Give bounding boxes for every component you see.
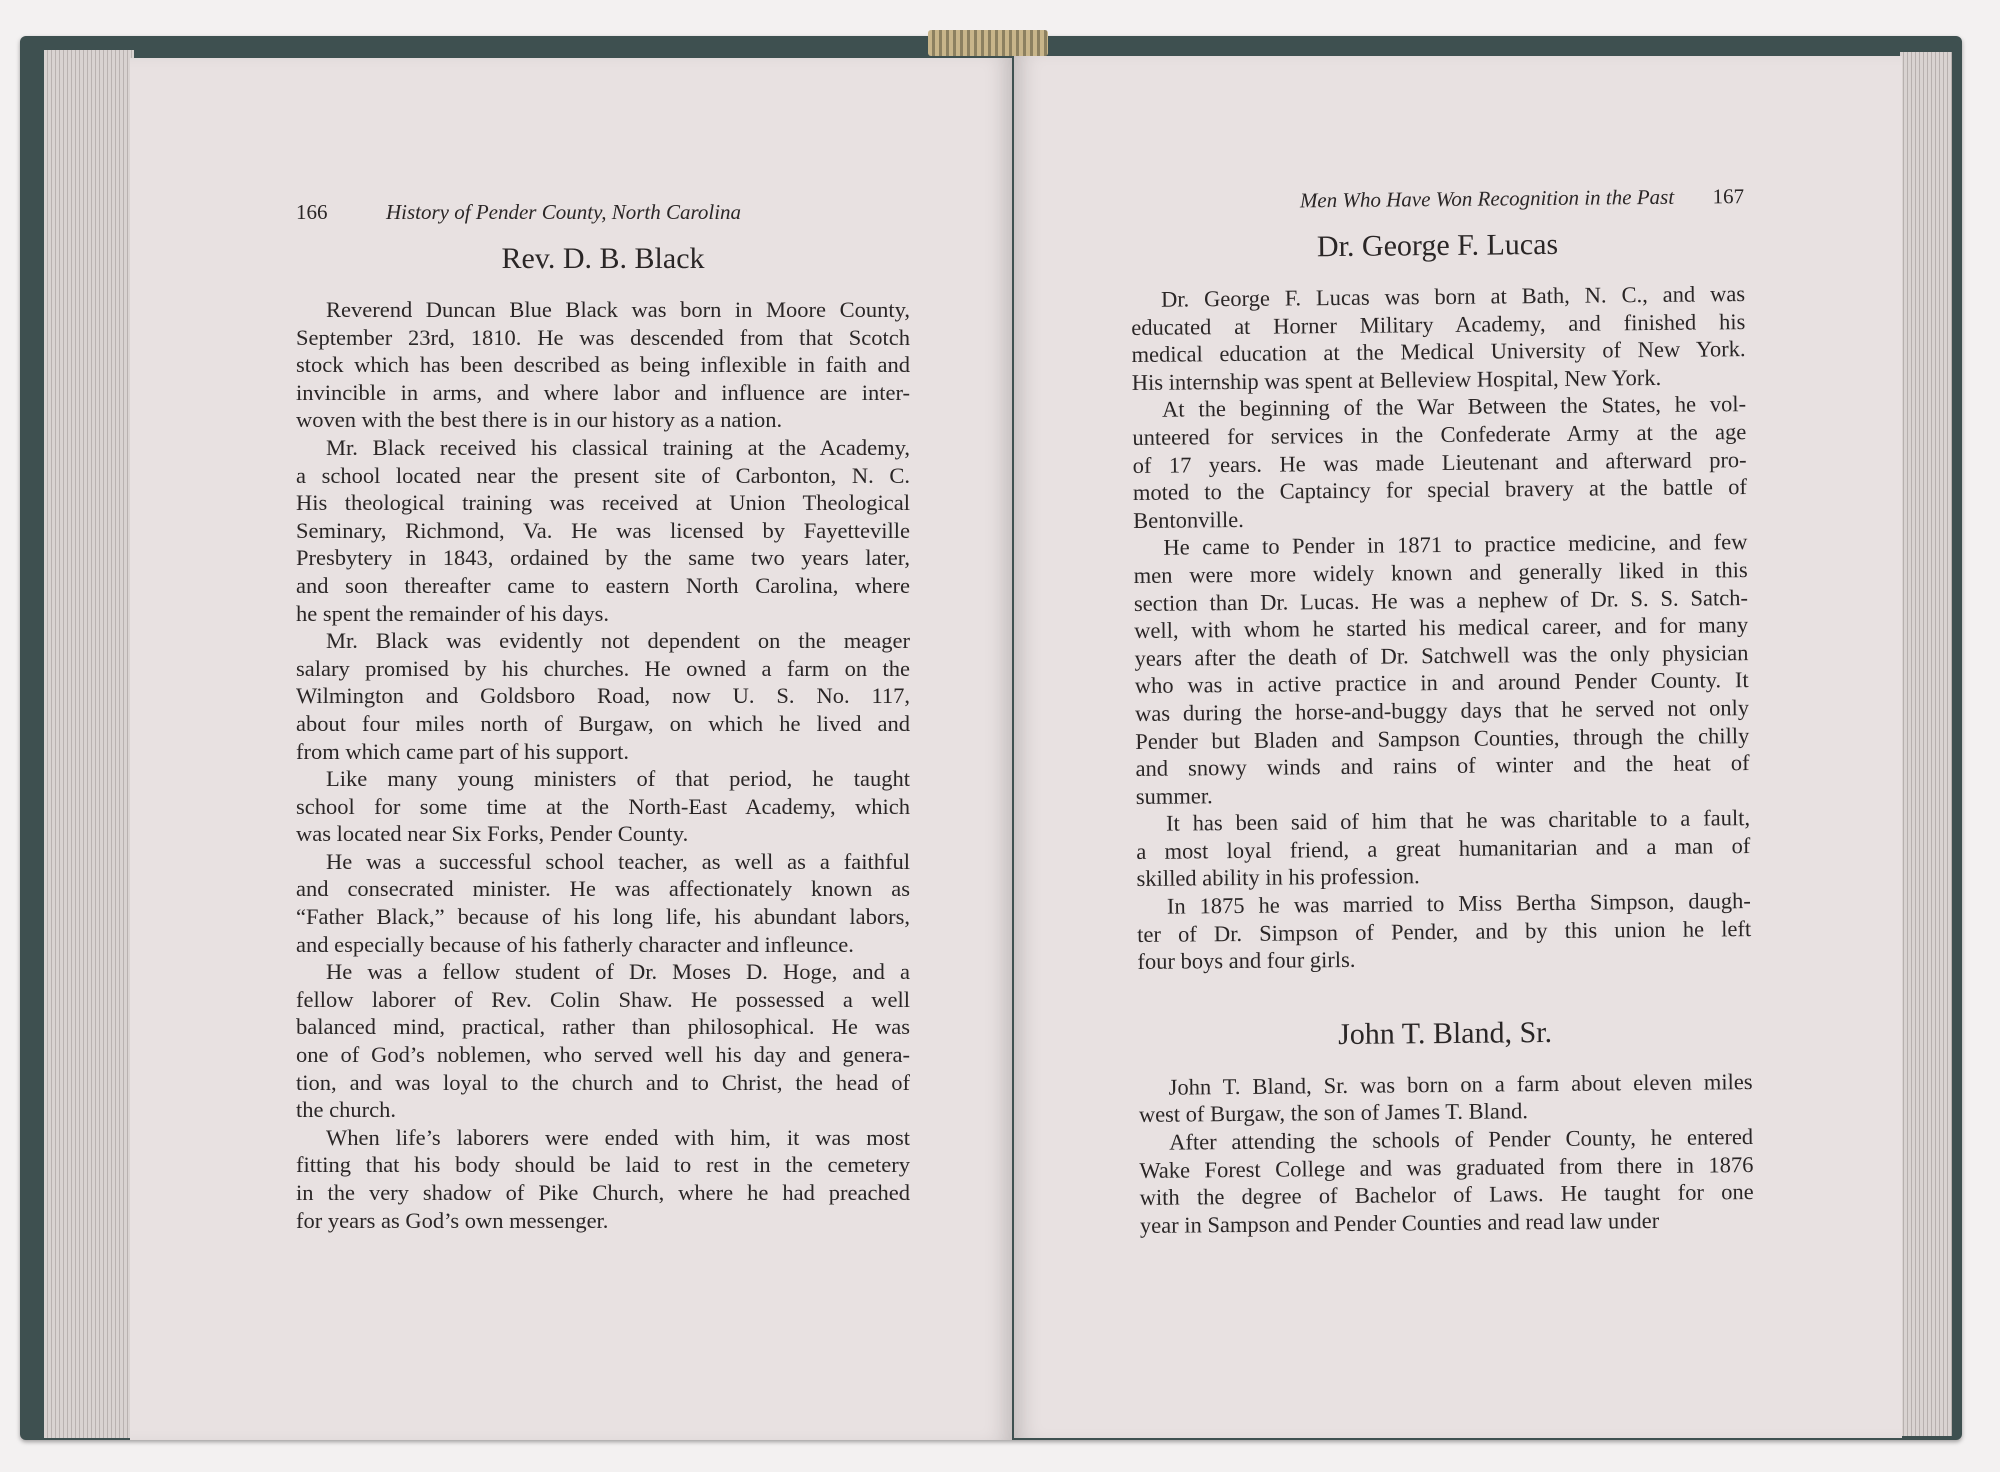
text-line: for years as God’s own messenger. bbox=[296, 1207, 609, 1233]
text-line: well, with whom he started his medical career, and for many bbox=[1134, 612, 1749, 644]
article-title: John T. Bland, Sr. bbox=[1337, 1015, 1553, 1051]
text-line: In 1875 he was married to Miss Bertha Simpson, daugh- bbox=[1166, 888, 1751, 919]
text-line: year in Sampson and Pender Counties and read law under bbox=[1139, 1207, 1660, 1238]
text-line: he spent the remainder of his days. bbox=[296, 600, 610, 626]
text-line: It has been said of him that he was charitable to a fault, bbox=[1165, 805, 1751, 836]
paragraph bbox=[1139, 1123, 1754, 1239]
text-line: Mr. Black received his classical training at the Academy, bbox=[326, 434, 910, 460]
paragraph bbox=[296, 627, 910, 765]
left-page-text bbox=[296, 200, 910, 1234]
text-line: ter of Dr. Simpson of Pender, and by this union he left bbox=[1137, 915, 1752, 947]
text-line: and snowy winds and rains of winter and the heat of bbox=[1135, 750, 1750, 782]
text-line: west of Burgaw, the son of James T. Bland. bbox=[1138, 1098, 1529, 1128]
text-line: about four miles north of Burgaw, on which he lived and bbox=[296, 710, 910, 736]
text-line: from which came part of his support. bbox=[296, 738, 630, 764]
paragraph bbox=[1136, 804, 1751, 893]
spine-binding-thread bbox=[928, 30, 1048, 56]
text-line: September 23rd, 1810. He was descended from that Scotch bbox=[296, 324, 910, 350]
paragraph bbox=[296, 296, 910, 434]
text-line: in the very shadow of Pike Church, where he had preached bbox=[296, 1180, 910, 1205]
page-edges-right bbox=[1900, 52, 1952, 1436]
text-line: Bentonville. bbox=[1133, 506, 1244, 533]
text-line: He came to Pender in 1871 to practice medicine, and few bbox=[1163, 529, 1748, 561]
text-line: one of God’s noblemen, who served well his day and genera- bbox=[296, 1042, 910, 1068]
text-line: salary promised by his churches. He owned a farm on the bbox=[296, 655, 910, 681]
article-title: Rev. D. B. Black bbox=[501, 242, 705, 275]
text-line: Seminary, Richmond, Va. He was licensed by Fayetteville bbox=[296, 517, 910, 543]
text-line: Presbytery in 1843, ordained by the same two years later, bbox=[296, 545, 910, 571]
text-line: stock which has been described as being inflexible in faith and bbox=[296, 352, 910, 378]
text-line: a most loyal friend, a great humanitarian and a man of bbox=[1136, 832, 1751, 864]
text-line: woven with the best there is in our history as a nation. bbox=[296, 407, 783, 433]
page-number: 166 bbox=[296, 200, 328, 224]
text-line: invincible in arms, and where labor and influence are inter- bbox=[296, 379, 910, 405]
text-line: John T. Bland, Sr. was born on a farm about eleven miles bbox=[1168, 1068, 1753, 1100]
text-line: “Father Black,” because of his long life, his abundant labors, bbox=[296, 904, 910, 930]
text-line: summer. bbox=[1135, 782, 1213, 809]
text-line: skilled ability in his profession. bbox=[1136, 863, 1420, 892]
paragraph bbox=[296, 958, 910, 1124]
text-line: section than Dr. Lucas. He was a nephew of Dr. S. S. Satch- bbox=[1133, 584, 1749, 616]
text-line: a school located near the present site of Carbonton, N. C. bbox=[296, 462, 910, 488]
text-line: and especially because of his fatherly character and infleunce. bbox=[296, 931, 854, 957]
text-line: school for some time at the North-East Academy, which bbox=[296, 793, 910, 819]
text-line: balanced mind, practical, rather than philosophical. He was bbox=[296, 1014, 910, 1040]
text-line: His theological training was received at Union Theological bbox=[296, 490, 910, 516]
page-edges-left bbox=[44, 50, 134, 1438]
text-line: At the beginning of the War Between the States, he vol- bbox=[1161, 391, 1747, 423]
paragraph bbox=[1131, 280, 1746, 396]
text-line: He was a successful school teacher, as well as a faithful bbox=[326, 848, 910, 874]
text-line: Wake Forest College and was graduated from there in 1876 bbox=[1139, 1151, 1754, 1183]
text-line: unteered for services in the Confederate Army at the age bbox=[1132, 419, 1747, 450]
paragraph bbox=[1132, 390, 1747, 534]
text-line: Wilmington and Goldsboro Road, now U. S. No. 117, bbox=[296, 683, 910, 709]
text-line: and soon thereafter came to eastern North Carolina, where bbox=[296, 572, 910, 598]
text-line: Like many young ministers of that period, he taught bbox=[326, 766, 910, 792]
paragraph bbox=[1137, 887, 1752, 976]
paragraph bbox=[296, 848, 910, 958]
right-page-text bbox=[1130, 184, 1754, 1239]
text-line: was located near Six Forks, Pender County. bbox=[296, 821, 689, 847]
article-body bbox=[1138, 1068, 1754, 1239]
text-line: tion, and was loyal to the church and to Christ, the head of bbox=[296, 1069, 910, 1095]
paragraph bbox=[296, 765, 910, 848]
text-line: Mr. Black was evidently not dependent on the meager bbox=[326, 628, 910, 654]
text-line: When life’s laborers were ended with him, it was most bbox=[326, 1124, 910, 1150]
text-line: the church. bbox=[296, 1097, 396, 1123]
running-head bbox=[296, 200, 910, 234]
text-line: medical education at the Medical University of New York. bbox=[1131, 336, 1746, 368]
text-line: fellow laborer of Rev. Colin Shaw. He possessed a well bbox=[296, 986, 910, 1012]
paragraph bbox=[1133, 528, 1750, 810]
text-line: years after the death of Dr. Satchwell was the only physician bbox=[1134, 639, 1749, 671]
running-title: Men Who Have Won Recognition in the Past bbox=[1299, 184, 1675, 213]
text-line: men were more widely known and generally liked in this bbox=[1133, 557, 1748, 588]
text-line: who was in active practice in and around Pender County. It bbox=[1134, 667, 1749, 699]
text-line: educated at Horner Military Academy, and finished his bbox=[1131, 308, 1746, 340]
text-line: Reverend Duncan Blue Black was born in Moore County, bbox=[326, 297, 910, 322]
text-line: He was a fellow student of Dr. Moses D. Hoge, and a bbox=[326, 959, 910, 985]
text-line: four boys and four girls. bbox=[1137, 947, 1356, 975]
text-line: Dr. George F. Lucas was born at Bath, N. C., and was bbox=[1160, 281, 1746, 312]
paragraph bbox=[1138, 1068, 1753, 1129]
running-title: History of Pender County, North Carolina bbox=[386, 200, 742, 224]
running-head bbox=[1130, 184, 1744, 224]
text-line: His internship was spent at Belleview Hospital, New York. bbox=[1131, 364, 1662, 395]
text-line: After attending the schools of Pender County, he entered bbox=[1169, 1124, 1754, 1155]
article-title: Dr. George F. Lucas bbox=[1316, 227, 1559, 264]
text-line: fitting that his body should be laid to rest in the cemetery bbox=[296, 1152, 910, 1178]
text-line: was during the horse-and-buggy days that he served not only bbox=[1134, 694, 1750, 726]
article-body bbox=[1131, 280, 1752, 976]
page-number: 167 bbox=[1712, 184, 1745, 209]
text-line: Pender but Bladen and Sampson Counties, through the chilly bbox=[1135, 722, 1750, 754]
text-line: and consecrated minister. He was affectionately known as bbox=[296, 876, 910, 902]
article-body bbox=[296, 296, 910, 1234]
text-line: of 17 years. He was made Lieutenant and afterward pro- bbox=[1132, 446, 1747, 478]
text-line: with the degree of Bachelor of Laws. He taught for one bbox=[1139, 1179, 1754, 1211]
paragraph bbox=[296, 434, 910, 627]
paragraph bbox=[296, 1124, 910, 1234]
text-line: moted to the Captaincy for special bravery at the battle of bbox=[1132, 474, 1747, 506]
